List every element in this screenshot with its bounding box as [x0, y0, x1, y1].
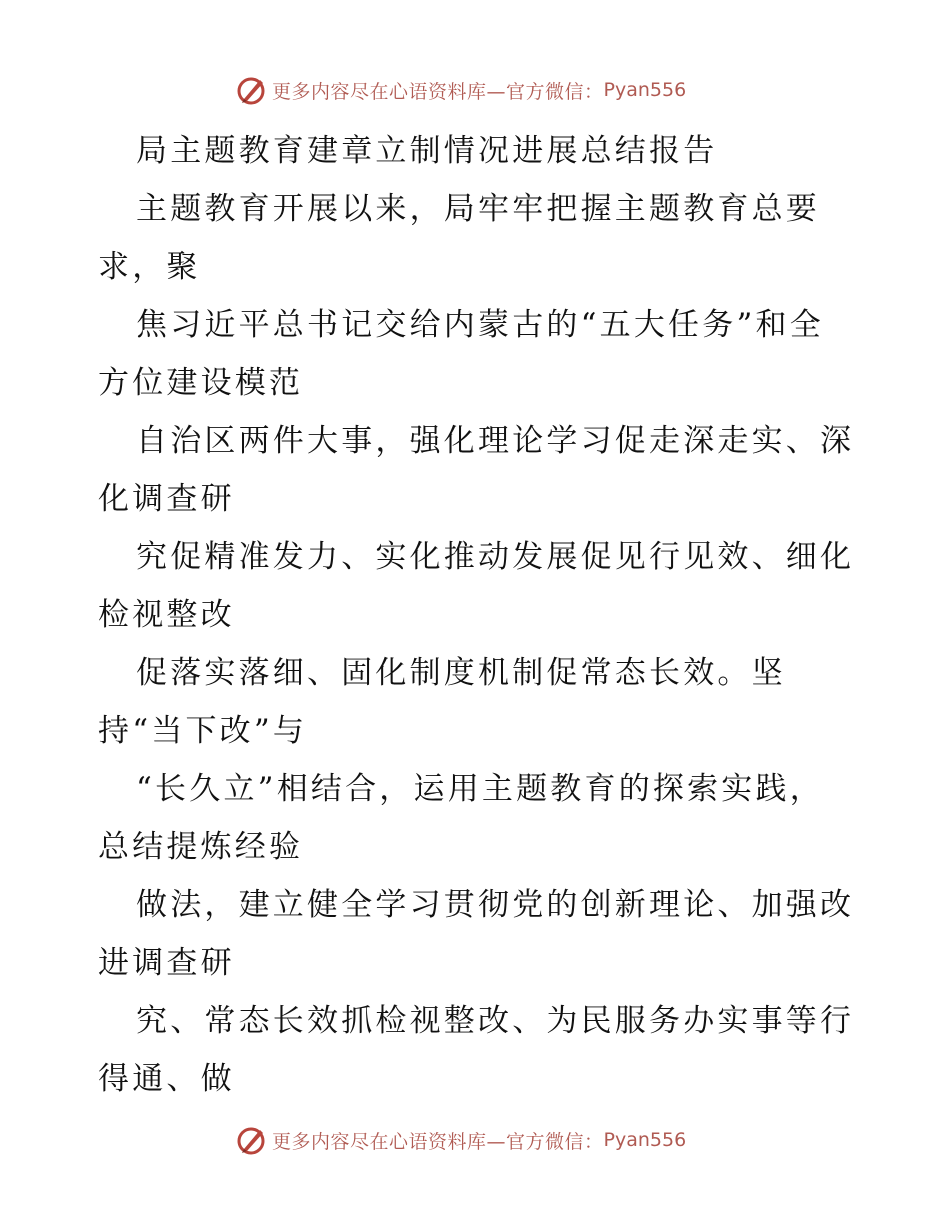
document-line: 进调查研: [98, 945, 235, 981]
document-body: [98, 122, 858, 1108]
document-line: “长久立”相结合，运用主题教育的探索实践，: [136, 771, 824, 807]
watermark-contact: Pyan556: [603, 1129, 687, 1151]
document-line: 持“当下改”与: [98, 713, 308, 749]
document-line: 焦习近平总书记交给内蒙古的“五大任务”和全: [136, 307, 824, 343]
document-line: 自治区两件大事，强化理论学习促走深走实、深: [136, 423, 855, 459]
watermark-contact: Pyan556: [603, 79, 687, 101]
document-line: 检视整改: [98, 597, 235, 633]
document-line: 促落实落细、固化制度机制促常态长效。坚: [136, 655, 786, 691]
footer-watermark: [236, 1123, 686, 1157]
document-line: 究促精准发力、实化推动发展促见行见效、细化: [136, 539, 855, 575]
pen-logo-icon: [236, 1124, 268, 1156]
document-line: 求，聚: [98, 249, 201, 285]
pen-logo-icon: [236, 74, 268, 106]
document-line: 得通、做: [98, 1061, 235, 1097]
watermark-text: 更多内容尽在心语资料库—官方微信：: [272, 80, 604, 103]
document-line: 化调查研: [98, 481, 235, 517]
document-line: 总结提炼经验: [98, 829, 304, 865]
document-line: 主题教育开展以来，局牢牢把握主题教育总要: [136, 191, 820, 227]
document-line: 做法，建立健全学习贯彻党的创新理论、加强改: [136, 887, 855, 923]
watermark-text: 更多内容尽在心语资料库—官方微信：: [272, 1130, 604, 1153]
document-line: 究、常态长效抓检视整改、为民服务办实事等行: [136, 1003, 855, 1039]
header-watermark: [236, 73, 686, 107]
document-line: 方位建设模范: [98, 365, 304, 401]
document-line: 局主题教育建章立制情况进展总结报告: [136, 133, 718, 169]
